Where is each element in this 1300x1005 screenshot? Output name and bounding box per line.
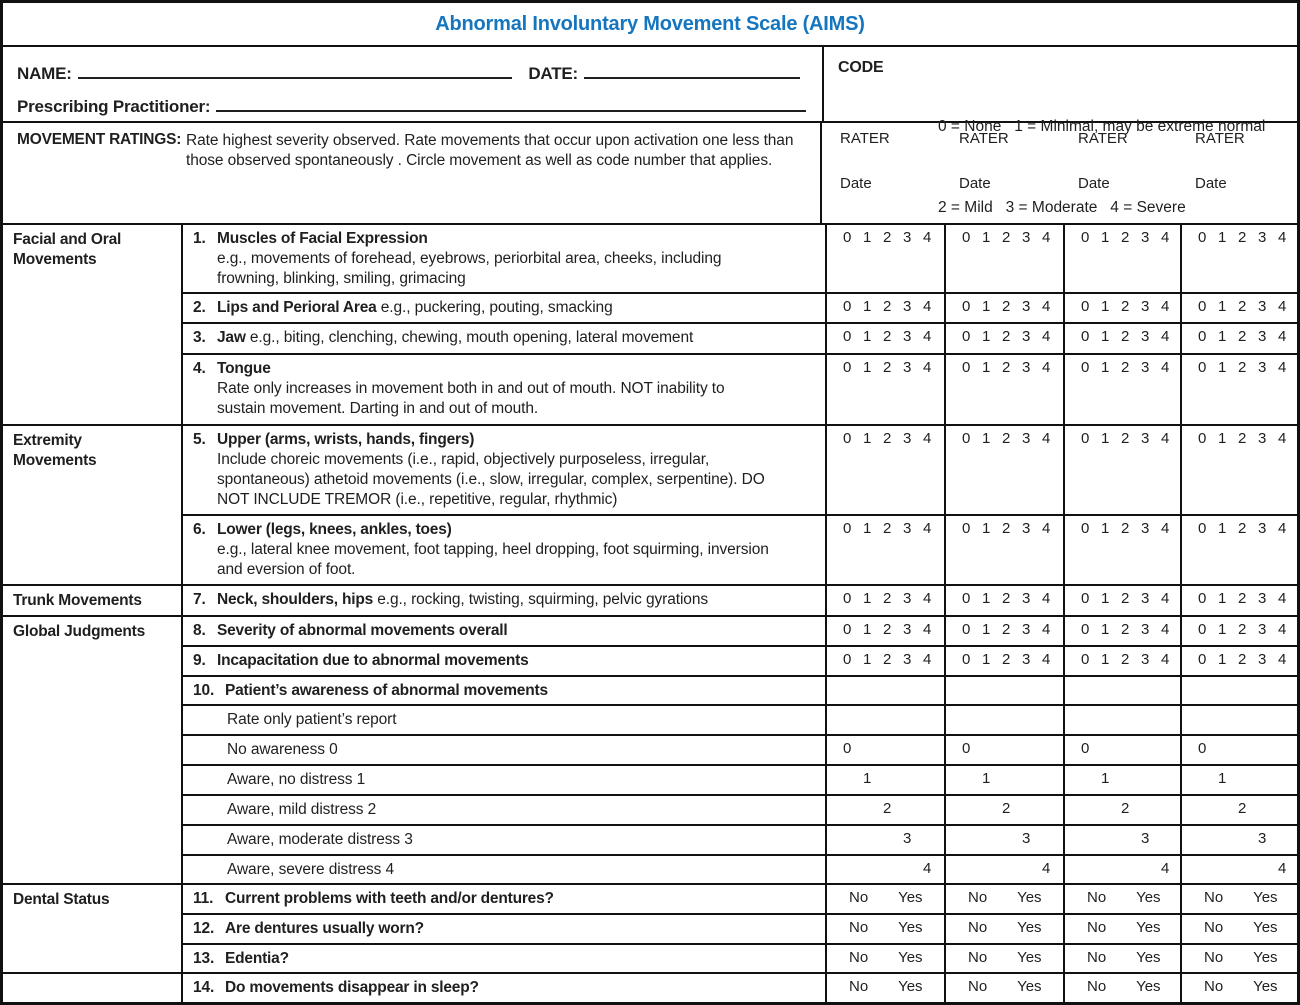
- rater-cell[interactable]: [945, 705, 1064, 735]
- item-text: Tongue Rate only increases in movement both in and out of mouth. NOT inability to sustain movement. Darting in and out of mouth.: [217, 360, 725, 417]
- rater-cell[interactable]: [1181, 765, 1300, 795]
- rater-label: RATER: [959, 130, 1009, 147]
- rater-cell[interactable]: [826, 735, 945, 765]
- rater-cell[interactable]: [1181, 646, 1300, 676]
- item-text: Muscles of Facial Expression e.g., movements of forehead, eyebrows, periorbital area, cheeks, including frowning, blinking, smiling, grimacing: [217, 230, 722, 287]
- item-cell: [182, 676, 826, 705]
- rater-cell[interactable]: [1064, 425, 1181, 515]
- rater-cell[interactable]: [1181, 676, 1300, 705]
- code-label: CODE: [838, 59, 884, 76]
- item-number: 7.: [193, 591, 206, 608]
- rater-cell[interactable]: [1064, 676, 1181, 705]
- rater-cell[interactable]: [1181, 825, 1300, 855]
- rating-scale[interactable]: 0 1 2 3 4: [843, 520, 932, 537]
- section-label: Extremity Movements: [1, 425, 182, 585]
- rater-cell[interactable]: [1064, 293, 1181, 323]
- rater-cell[interactable]: [1064, 765, 1181, 795]
- practitioner-line: [17, 88, 808, 121]
- code-line-1: 0 = None 1 = Minimal, may be extreme normal: [938, 118, 1266, 135]
- rater-cell[interactable]: [1181, 944, 1300, 973]
- no-yes-options[interactable]: No Yes: [1087, 949, 1161, 966]
- rating-scale[interactable]: 0 1 2 3 4: [843, 328, 932, 345]
- rater-cell[interactable]: [1181, 323, 1300, 354]
- no-yes-options[interactable]: No Yes: [849, 978, 923, 995]
- item-sub-option: Aware, no distress 1: [182, 765, 826, 795]
- rating-scale[interactable]: 0 1 2 3 4: [1081, 328, 1170, 345]
- no-yes-options[interactable]: No Yes: [849, 889, 923, 906]
- rater-cell[interactable]: [1064, 855, 1181, 884]
- table-row: [1, 705, 1300, 735]
- rater-date-label: Date: [840, 175, 872, 192]
- rater-cell[interactable]: [1064, 354, 1181, 425]
- item-text: Patient’s awareness of abnormal movements: [225, 682, 548, 699]
- table-row: [1, 616, 1300, 646]
- section-label: [1, 973, 182, 1004]
- rater-cell[interactable]: [1064, 646, 1181, 676]
- rating-scale[interactable]: 0 1 2 3 4: [1198, 229, 1287, 246]
- rating-scale[interactable]: 0 1 2 3 4: [1198, 298, 1287, 315]
- rater-cell[interactable]: [1181, 884, 1300, 914]
- rating-scale[interactable]: 0 1 2 3 4: [1198, 590, 1287, 607]
- no-yes-options[interactable]: No Yes: [1204, 978, 1278, 995]
- rater-cell[interactable]: [1181, 354, 1300, 425]
- no-yes-options[interactable]: No Yes: [968, 978, 1042, 995]
- item-sub-option: Aware, moderate distress 3: [182, 825, 826, 855]
- rater-cell[interactable]: [826, 884, 945, 914]
- rater-column-header: [1060, 123, 1177, 223]
- rater-cell[interactable]: [1181, 616, 1300, 646]
- rater-date-label: Date: [1078, 175, 1110, 192]
- rater-cell[interactable]: [1064, 914, 1181, 944]
- rater-cell[interactable]: [826, 676, 945, 705]
- rating-digit[interactable]: 2: [1002, 800, 1011, 817]
- item-cell: [182, 585, 826, 616]
- rater-cell[interactable]: [826, 323, 945, 354]
- item-cell: [182, 425, 826, 515]
- item-cell: [182, 323, 826, 354]
- rater-cell[interactable]: [1064, 944, 1181, 973]
- rater-cell[interactable]: [1181, 735, 1300, 765]
- section-label: Global Judgments: [1, 616, 182, 884]
- item-number: 8.: [193, 622, 206, 639]
- table-row: [1, 914, 1300, 944]
- ratings-header-row: [3, 123, 1297, 223]
- table-row: [1, 293, 1300, 323]
- rater-column-header: [941, 123, 1060, 223]
- rating-scale[interactable]: 0 1 2 3 4: [962, 359, 1051, 376]
- table-row: [1, 735, 1300, 765]
- no-yes-options[interactable]: No Yes: [968, 919, 1042, 936]
- rater-cell[interactable]: [826, 855, 945, 884]
- rating-scale[interactable]: 0 1 2 3 4: [1081, 651, 1170, 668]
- rater-column-header: [822, 123, 941, 223]
- table-row: [1, 323, 1300, 354]
- item-number: 10.: [193, 682, 215, 699]
- rating-digit[interactable]: 1: [982, 770, 991, 787]
- rating-scale[interactable]: 0 1 2 3 4: [843, 229, 932, 246]
- item-text: Severity of abnormal movements overall: [217, 622, 508, 639]
- rater-cell[interactable]: [945, 914, 1064, 944]
- no-yes-options[interactable]: No Yes: [849, 949, 923, 966]
- rating-scale[interactable]: 0 1 2 3 4: [843, 430, 932, 447]
- item-text: Do movements disappear in sleep?: [225, 979, 479, 996]
- rating-digit[interactable]: 2: [1238, 800, 1247, 817]
- rating-scale[interactable]: 0 1 2 3 4: [962, 328, 1051, 345]
- rater-cell[interactable]: [945, 944, 1064, 973]
- rating-scale[interactable]: 0 1 2 3 4: [962, 520, 1051, 537]
- rating-digit[interactable]: 3: [1022, 830, 1031, 847]
- rater-cell[interactable]: [826, 795, 945, 825]
- no-yes-options[interactable]: No Yes: [1087, 919, 1161, 936]
- date-label: DATE:: [528, 64, 578, 83]
- rating-digit[interactable]: 2: [1121, 800, 1130, 817]
- item-cell: [182, 224, 826, 293]
- date-input-line[interactable]: [584, 55, 800, 79]
- rater-cell[interactable]: [945, 795, 1064, 825]
- rater-cell[interactable]: [826, 354, 945, 425]
- rater-cell[interactable]: [826, 825, 945, 855]
- rater-cell[interactable]: [826, 973, 945, 1004]
- movement-ratings-instructions: [3, 123, 820, 223]
- name-label: NAME:: [17, 64, 72, 83]
- rater-cell[interactable]: [826, 705, 945, 735]
- item-cell: [182, 944, 826, 973]
- item-text: Lips and Perioral Area e.g., puckering, pouting, smacking: [217, 299, 613, 316]
- rater-cell[interactable]: [826, 616, 945, 646]
- no-yes-options[interactable]: No Yes: [1087, 978, 1161, 995]
- rating-scale[interactable]: 0 1 2 3 4: [843, 359, 932, 376]
- rating-scale[interactable]: 0 1 2 3 4: [1081, 430, 1170, 447]
- rating-scale[interactable]: 0 1 2 3 4: [1081, 520, 1170, 537]
- item-text: Neck, shoulders, hips e.g., rocking, twisting, squirming, pelvic gyrations: [217, 591, 708, 608]
- item-cell: [182, 914, 826, 944]
- rating-scale[interactable]: 0 1 2 3 4: [962, 229, 1051, 246]
- rater-cell[interactable]: [945, 323, 1064, 354]
- table-row: [1, 795, 1300, 825]
- item-sub-option: Aware, mild distress 2: [182, 795, 826, 825]
- no-yes-options[interactable]: No Yes: [968, 889, 1042, 906]
- no-yes-options[interactable]: No Yes: [1087, 889, 1161, 906]
- rater-cell[interactable]: [945, 676, 1064, 705]
- rating-digit[interactable]: 3: [903, 830, 912, 847]
- item-number: 13.: [193, 950, 215, 967]
- table-row: [1, 585, 1300, 616]
- item-sub-option: No awareness 0: [182, 735, 826, 765]
- rating-digit[interactable]: 3: [1141, 830, 1150, 847]
- rater-cell[interactable]: [1064, 616, 1181, 646]
- item-text: Lower (legs, knees, ankles, toes) e.g., lateral knee movement, foot tapping, heel dropping, foot squirming, inversion and eversion of foot.: [217, 521, 769, 578]
- section-label: Facial and Oral Movements: [1, 224, 182, 425]
- rating-scale[interactable]: 0 1 2 3 4: [1081, 621, 1170, 638]
- rater-cell[interactable]: [1064, 585, 1181, 616]
- rating-scale[interactable]: 0 1 2 3 4: [1081, 359, 1170, 376]
- rater-cell[interactable]: [1181, 585, 1300, 616]
- rating-digit[interactable]: 4: [923, 860, 932, 877]
- rater-cell[interactable]: [945, 735, 1064, 765]
- name-date-line: [17, 55, 808, 88]
- rating-digit[interactable]: 0: [843, 740, 852, 757]
- item-cell: [182, 884, 826, 914]
- table-row: [1, 646, 1300, 676]
- rater-cell[interactable]: [945, 765, 1064, 795]
- rating-scale[interactable]: 0 1 2 3 4: [1081, 590, 1170, 607]
- item-number: 12.: [193, 920, 215, 937]
- practitioner-input-line[interactable]: [216, 88, 806, 112]
- table-row: [1, 855, 1300, 884]
- item-cell: [182, 646, 826, 676]
- item-text: Edentia?: [225, 950, 289, 967]
- rating-scale[interactable]: 0 1 2 3 4: [1198, 520, 1287, 537]
- rating-scale[interactable]: 0 1 2 3 4: [1081, 229, 1170, 246]
- table-row: [1, 944, 1300, 973]
- rating-digit[interactable]: 1: [1218, 770, 1227, 787]
- rater-cell[interactable]: [945, 293, 1064, 323]
- item-number: 2.: [193, 299, 206, 316]
- rating-scale[interactable]: 0 1 2 3 4: [962, 590, 1051, 607]
- rating-scale[interactable]: 0 1 2 3 4: [962, 298, 1051, 315]
- item-number: 5.: [193, 431, 206, 448]
- rater-label: RATER: [1195, 130, 1245, 147]
- rater-date-label: Date: [959, 175, 991, 192]
- ratings-instructions-text: Rate highest severity observed. Rate movements that occur upon activation one less than those observed spontaneously . Circle movement as well as code number that applies.: [186, 132, 794, 169]
- item-text: Are dentures usually worn?: [225, 920, 424, 937]
- item-number: 6.: [193, 521, 206, 538]
- table-row: [1, 765, 1300, 795]
- rater-cell[interactable]: [1181, 705, 1300, 735]
- rating-digit[interactable]: 4: [1161, 860, 1170, 877]
- rating-digit[interactable]: 4: [1042, 860, 1051, 877]
- item-number: 14.: [193, 979, 215, 996]
- rater-cell[interactable]: [1181, 855, 1300, 884]
- rater-cell[interactable]: [945, 855, 1064, 884]
- rater-cell[interactable]: [945, 973, 1064, 1004]
- rater-cell[interactable]: [826, 293, 945, 323]
- rating-scale[interactable]: 0 1 2 3 4: [1081, 298, 1170, 315]
- table-row: [1, 676, 1300, 705]
- rater-cell[interactable]: [1064, 825, 1181, 855]
- rater-cell[interactable]: [826, 425, 945, 515]
- item-text: Incapacitation due to abnormal movements: [217, 652, 529, 669]
- item-sub-option: Aware, severe distress 4: [182, 855, 826, 884]
- rater-cell[interactable]: [1181, 795, 1300, 825]
- rating-scale[interactable]: 0 1 2 3 4: [843, 298, 932, 315]
- item-text: Upper (arms, wrists, hands, fingers) Include choreic movements (i.e., rapid, objectively purposeless, irregular, spontaneous) athetoid movements (i.e., slow, irregular, complex, serpentine). DO NOT INCLUDE TREMOR (i.e., repetitive, regular, rhythmic): [217, 431, 765, 508]
- rater-cell[interactable]: [1064, 735, 1181, 765]
- item-cell: [182, 973, 826, 1004]
- aims-table: [0, 223, 1300, 1005]
- table-row: [1, 884, 1300, 914]
- rating-digit[interactable]: 0: [1198, 740, 1207, 757]
- item-number: 9.: [193, 652, 206, 669]
- rating-scale[interactable]: 0 1 2 3 4: [1198, 359, 1287, 376]
- rater-columns-header: [820, 123, 1297, 223]
- item-cell: [182, 616, 826, 646]
- table-row: [1, 515, 1300, 585]
- rater-cell[interactable]: [1064, 323, 1181, 354]
- rating-scale[interactable]: 0 1 2 3 4: [1198, 651, 1287, 668]
- section-label: Dental Status: [1, 884, 182, 973]
- item-cell: [182, 354, 826, 425]
- rater-cell[interactable]: [1181, 425, 1300, 515]
- rater-cell[interactable]: [945, 354, 1064, 425]
- rater-cell[interactable]: [945, 825, 1064, 855]
- rater-cell[interactable]: [945, 515, 1064, 585]
- rater-column-header: [1177, 123, 1297, 223]
- rater-cell[interactable]: [1181, 293, 1300, 323]
- item-cell: [182, 293, 826, 323]
- section-label: Trunk Movements: [1, 585, 182, 616]
- rater-cell[interactable]: [945, 425, 1064, 515]
- rating-scale[interactable]: 0 1 2 3 4: [843, 621, 932, 638]
- rater-cell[interactable]: [1064, 705, 1181, 735]
- no-yes-options[interactable]: No Yes: [1204, 889, 1278, 906]
- rater-label: RATER: [840, 130, 890, 147]
- rating-scale[interactable]: 0 1 2 3 4: [962, 651, 1051, 668]
- rater-cell[interactable]: [826, 914, 945, 944]
- rater-cell[interactable]: [826, 765, 945, 795]
- rater-cell[interactable]: [826, 585, 945, 616]
- rating-digit[interactable]: 4: [1278, 860, 1287, 877]
- rating-digit[interactable]: 2: [883, 800, 892, 817]
- rater-label: RATER: [1078, 130, 1128, 147]
- rating-digit[interactable]: 0: [1081, 740, 1090, 757]
- rater-cell[interactable]: [1064, 515, 1181, 585]
- rating-scale[interactable]: 0 1 2 3 4: [843, 590, 932, 607]
- rating-scale[interactable]: 0 1 2 3 4: [962, 430, 1051, 447]
- rater-cell[interactable]: [1181, 973, 1300, 1004]
- rating-digit[interactable]: 0: [962, 740, 971, 757]
- movement-ratings-label: MOVEMENT RATINGS:: [17, 131, 182, 148]
- rating-digit[interactable]: 3: [1258, 830, 1267, 847]
- rating-scale[interactable]: 0 1 2 3 4: [843, 651, 932, 668]
- rater-cell[interactable]: [1181, 515, 1300, 585]
- item-number: 1.: [193, 230, 206, 247]
- rating-scale[interactable]: 0 1 2 3 4: [1198, 328, 1287, 345]
- rating-scale[interactable]: 0 1 2 3 4: [1198, 621, 1287, 638]
- item-number: 3.: [193, 329, 206, 346]
- item-number: 11.: [193, 890, 214, 907]
- no-yes-options[interactable]: No Yes: [968, 949, 1042, 966]
- rater-cell[interactable]: [1064, 973, 1181, 1004]
- rater-cell[interactable]: [945, 585, 1064, 616]
- rater-cell[interactable]: [826, 515, 945, 585]
- item-cell: [182, 515, 826, 585]
- item-text: Jaw e.g., biting, clenching, chewing, mouth opening, lateral movement: [217, 329, 694, 346]
- rating-digit[interactable]: 1: [1101, 770, 1110, 787]
- rater-cell[interactable]: [826, 224, 945, 293]
- rater-date-label: Date: [1195, 175, 1227, 192]
- code-line-2: 2 = Mild 3 = Moderate 4 = Severe: [938, 199, 1186, 216]
- item-text: Current problems with teeth and/or dentures?: [225, 890, 554, 907]
- identity-fields: [3, 47, 822, 121]
- table-row: [1, 354, 1300, 425]
- aims-table-body: [1, 224, 1300, 1004]
- rater-cell[interactable]: [1181, 914, 1300, 944]
- rater-cell[interactable]: [826, 944, 945, 973]
- rater-cell[interactable]: [945, 646, 1064, 676]
- item-number: 4.: [193, 360, 206, 377]
- item-sub-option: Rate only patient’s report: [182, 705, 826, 735]
- rating-digit[interactable]: 1: [863, 770, 872, 787]
- table-row: [1, 973, 1300, 1004]
- rater-cell[interactable]: [1064, 884, 1181, 914]
- title-bar: [3, 3, 1297, 47]
- no-yes-options[interactable]: No Yes: [849, 919, 923, 936]
- no-yes-options[interactable]: No Yes: [1204, 919, 1278, 936]
- rating-scale[interactable]: 0 1 2 3 4: [962, 621, 1051, 638]
- rater-cell[interactable]: [945, 616, 1064, 646]
- table-row: [1, 825, 1300, 855]
- practitioner-label: Prescribing Practitioner:: [17, 97, 211, 116]
- page-title: Abnormal Involuntary Movement Scale (AIMS): [435, 12, 865, 35]
- table-row: [1, 425, 1300, 515]
- name-input-line[interactable]: [78, 55, 513, 79]
- rater-cell[interactable]: [945, 884, 1064, 914]
- rater-cell[interactable]: [826, 646, 945, 676]
- rating-scale[interactable]: 0 1 2 3 4: [1198, 430, 1287, 447]
- rater-cell[interactable]: [1064, 795, 1181, 825]
- no-yes-options[interactable]: No Yes: [1204, 949, 1278, 966]
